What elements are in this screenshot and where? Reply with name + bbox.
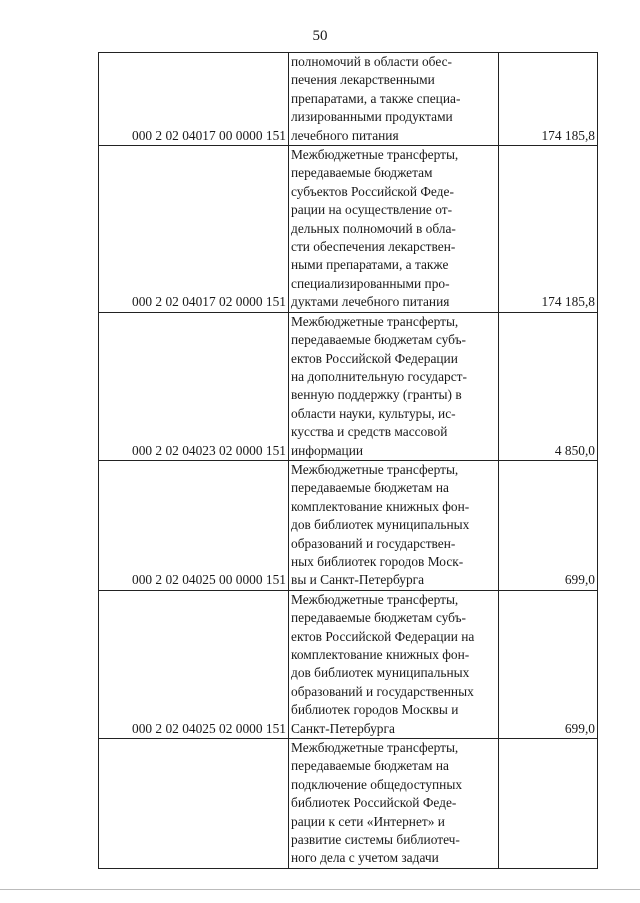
description-line: ными препаратами, а также	[291, 257, 449, 273]
description-line: области науки, культуры, ис-	[291, 405, 456, 421]
amount-cell: 174 185,8	[499, 53, 598, 146]
page-bottom-edge	[0, 889, 640, 890]
description-line: образований и государствен-	[291, 535, 456, 551]
description-line: на дополнительную государст-	[291, 368, 467, 384]
description-line: дов библиотек муниципальных	[291, 517, 470, 533]
transfer-description	[289, 53, 499, 146]
description-line: информации	[291, 442, 364, 458]
description-line: ных библиотек городов Моск-	[291, 553, 464, 569]
description-line: передаваемые бюджетам на	[291, 480, 449, 496]
description-line: библиотек городов Москвы и	[291, 702, 459, 718]
description-line: специализированными про-	[291, 275, 450, 291]
description-line: субъектов Российской Феде-	[291, 183, 454, 199]
transfer-description	[289, 146, 499, 313]
amount-cell: 4 850,0	[499, 312, 598, 460]
table-row	[99, 312, 598, 460]
budget-table	[98, 52, 598, 869]
description-line: Межбюджетные трансферты,	[291, 591, 459, 607]
page-number: 50	[312, 28, 328, 44]
description-line: дельных полномочий в обла-	[291, 220, 456, 236]
table-row	[99, 146, 598, 313]
transfer-description	[289, 460, 499, 590]
description-line: ектов Российской Федерации	[291, 350, 458, 366]
description-line: ектов Российской Федерации на	[291, 628, 475, 644]
description-line: передаваемые бюджетам	[291, 165, 433, 181]
description-line: рации к сети «Интернет» и	[291, 813, 445, 829]
description-line: дов библиотек муниципальных	[291, 665, 470, 681]
transfer-description	[289, 590, 499, 738]
classification-code	[99, 739, 289, 869]
description-line: комплектование книжных фон-	[291, 647, 470, 662]
amount-cell: 174 185,8	[499, 146, 598, 313]
description-line: венную поддержку (гранты) в	[291, 387, 462, 403]
description-line: дуктами лечебного питания	[291, 294, 450, 310]
description-line: передаваемые бюджетам субъ-	[291, 610, 467, 626]
description-line: Межбюджетные трансферты,	[291, 740, 459, 756]
description-line: передаваемые бюджетам субъ-	[291, 332, 467, 348]
table-row	[99, 590, 598, 738]
classification-code: 000 2 02 04023 02 0000 151	[99, 312, 289, 460]
description-line: вы и Санкт-Петербурга	[291, 572, 425, 588]
description-line: ного дела с учетом задачи	[291, 850, 439, 866]
description-line: препаратами, а также специа-	[291, 90, 461, 106]
description-line: лизированными продуктами	[291, 109, 453, 125]
classification-code: 000 2 02 04017 02 0000 151	[99, 146, 289, 313]
amount-cell: 699,0	[499, 590, 598, 738]
description-line: рации на осуществление от-	[291, 202, 453, 218]
budget-table-body	[99, 53, 598, 869]
description-line: подключение общедоступных	[291, 776, 463, 792]
description-line: кусства и средств массовой	[291, 424, 448, 440]
description-line: образований и государственных	[291, 683, 474, 699]
description-line: развитие системы библиотеч-	[291, 832, 460, 848]
table-row	[99, 53, 598, 146]
transfer-description	[289, 312, 499, 460]
description-line: лечебного питания	[291, 127, 399, 143]
description-line: передаваемые бюджетам на	[291, 758, 449, 774]
classification-code: 000 2 02 04017 00 0000 151	[99, 53, 289, 146]
description-line: Санкт-Петербурга	[291, 720, 395, 736]
transfer-description	[289, 739, 499, 869]
description-line: комплектование книжных фон-	[291, 498, 470, 514]
table-row	[99, 739, 598, 869]
description-line: сти обеспечения лекарствен-	[291, 239, 456, 255]
description-line: Межбюджетные трансферты,	[291, 147, 459, 163]
description-line: печения лекарственными	[291, 72, 435, 88]
classification-code: 000 2 02 04025 02 0000 151	[99, 590, 289, 738]
classification-code: 000 2 02 04025 00 0000 151	[99, 460, 289, 590]
table-row	[99, 460, 598, 590]
description-line: Межбюджетные трансферты,	[291, 461, 459, 477]
amount-cell	[499, 739, 598, 869]
amount-cell: 699,0	[499, 460, 598, 590]
description-line: библиотек Российской Феде-	[291, 795, 457, 811]
description-line: полномочий в области обес-	[291, 54, 453, 69]
description-line: Межбюджетные трансферты,	[291, 313, 459, 329]
